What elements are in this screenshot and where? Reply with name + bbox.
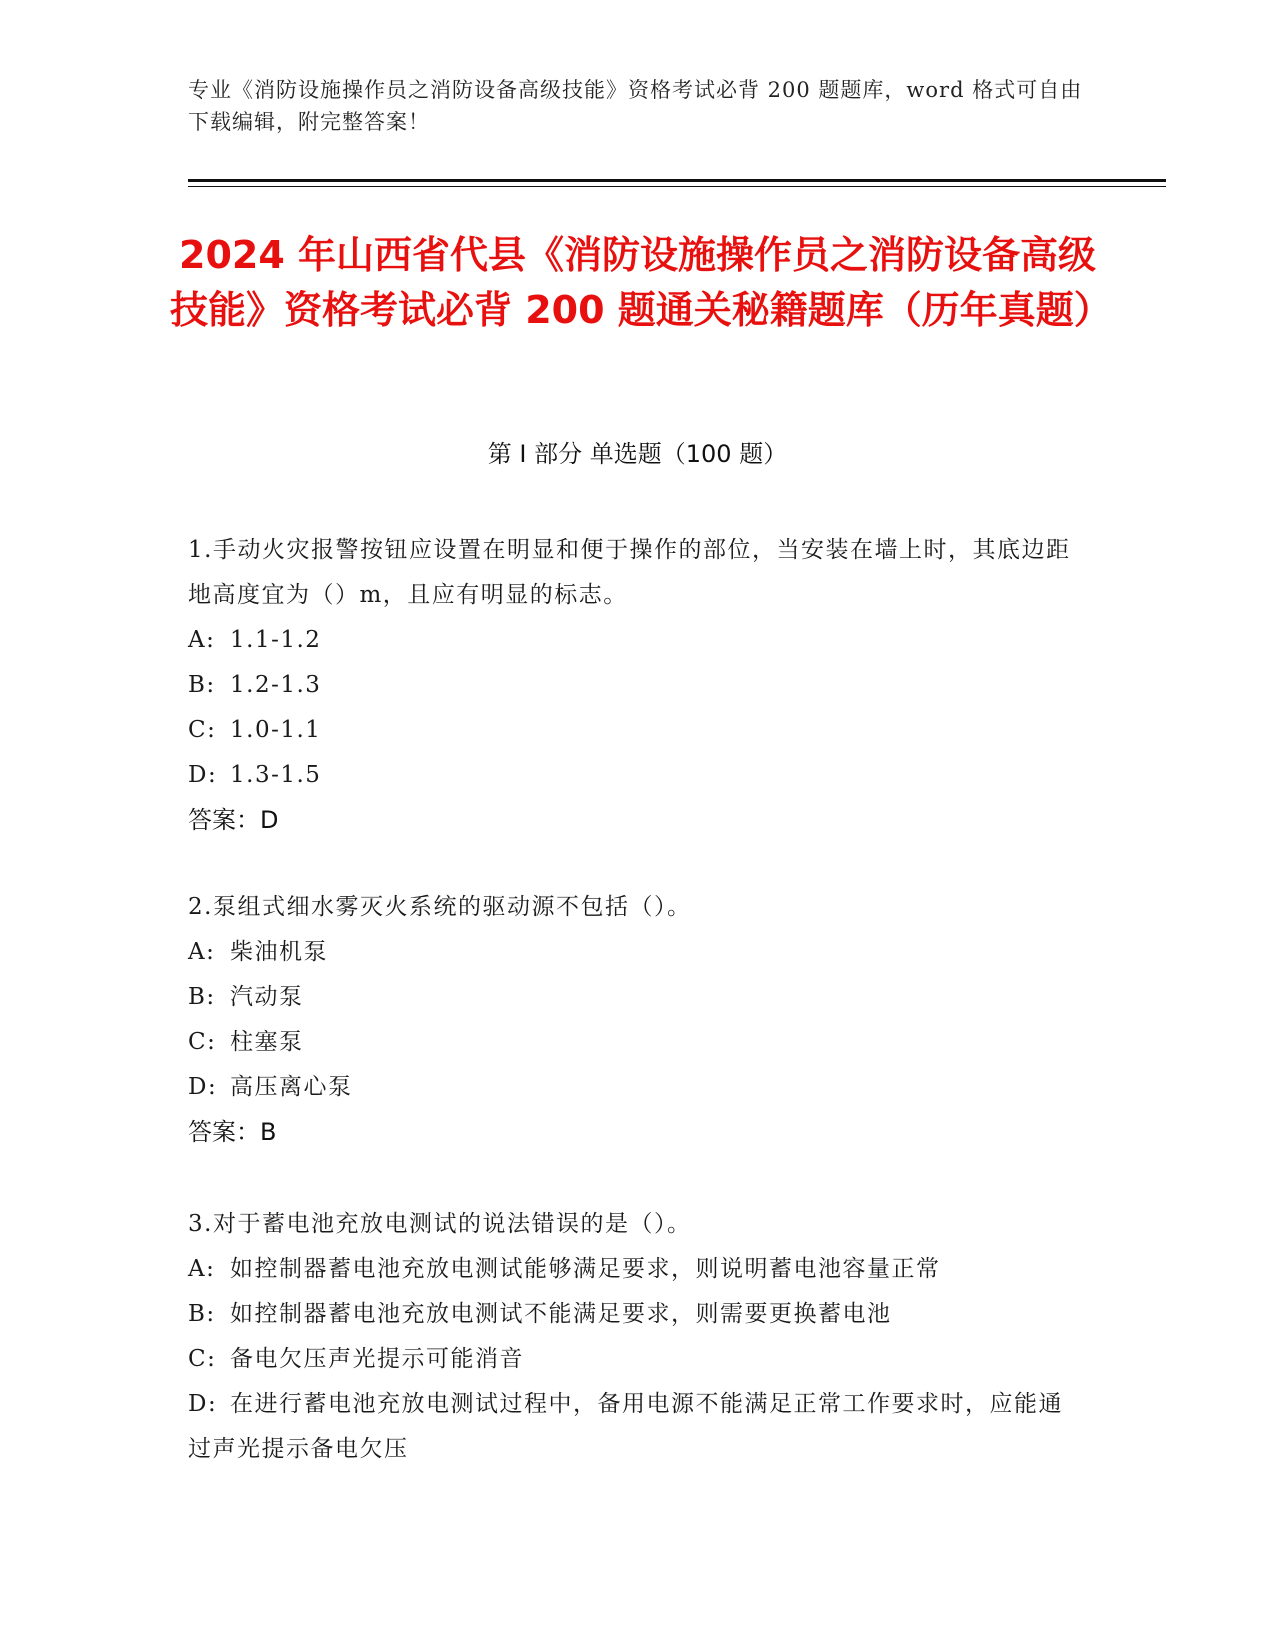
question-3: [188, 1202, 1078, 1472]
option-text: 如控制器蓄电池充放电测试不能满足要求，则需要更换蓄电池: [230, 1301, 892, 1327]
option-letter: B:: [188, 984, 216, 1010]
document-title: 2024 年山西省代县《消防设施操作员之消防设备高级技能》资格考试必背 200 题通关秘籍题库（历年真题）: [170, 233, 1112, 332]
option-text: 如控制器蓄电池充放电测试能够满足要求，则说明蓄电池容量正常: [230, 1256, 941, 1282]
option-text: 1.0-1.1: [230, 717, 322, 743]
header-divider-thin: [188, 186, 1166, 187]
option-letter: A:: [188, 1256, 216, 1282]
option-text: 柴油机泵: [230, 939, 328, 965]
option-c: [188, 1337, 1078, 1382]
option-a: [188, 930, 1078, 975]
option-text: 在进行蓄电池充放电测试过程中，备用电源不能满足正常工作要求时，应能通过声光提示备电欠压: [188, 1391, 1063, 1462]
question-stem: 3.对于蓄电池充放电测试的说法错误的是（）。: [188, 1211, 692, 1237]
option-b: [188, 1292, 1078, 1337]
header-note: 专业《消防设施操作员之消防设备高级技能》资格考试必背 200 题题库，word 格式可自由下载编辑，附完整答案！: [188, 78, 1083, 134]
option-letter: B:: [188, 672, 216, 698]
option-b: [188, 975, 1078, 1020]
question-1: [188, 528, 1078, 843]
option-text: 汽动泵: [230, 984, 304, 1010]
option-letter: C:: [188, 717, 217, 743]
option-c: [188, 708, 1078, 753]
option-text: 高压离心泵: [230, 1074, 353, 1100]
answer-line: 答案：B: [188, 1118, 277, 1146]
question-2: [188, 885, 1078, 1155]
option-c: [188, 1020, 1078, 1065]
option-text: 1.1-1.2: [230, 627, 322, 653]
option-text: 1.3-1.5: [230, 762, 322, 788]
option-letter: B:: [188, 1301, 216, 1327]
option-letter: D:: [188, 1391, 218, 1417]
option-letter: C:: [188, 1029, 217, 1055]
option-d: [188, 753, 1078, 798]
option-a: [188, 618, 1078, 663]
option-b: [188, 663, 1078, 708]
option-letter: A:: [188, 627, 216, 653]
option-letter: A:: [188, 939, 216, 965]
header-divider-thick: [188, 179, 1166, 182]
option-letter: D:: [188, 1074, 218, 1100]
option-d: [188, 1065, 1078, 1110]
option-text: 备电欠压声光提示可能消音: [230, 1346, 524, 1372]
option-letter: D:: [188, 762, 218, 788]
option-text: 柱塞泵: [230, 1029, 304, 1055]
question-stem: 1.手动火灾报警按钮应设置在明显和便于操作的部位，当安装在墙上时，其底边距地高度宜为（）m，且应有明显的标志。: [188, 537, 1071, 608]
option-text: 1.2-1.3: [230, 672, 322, 698]
section-heading: 第 I 部分 单选题（100 题）: [487, 440, 788, 468]
option-letter: C:: [188, 1346, 217, 1372]
option-d: [188, 1382, 1078, 1472]
answer-line: 答案：D: [188, 806, 279, 834]
option-a: [188, 1247, 1078, 1292]
question-stem: 2.泵组式细水雾灭火系统的驱动源不包括（）。: [188, 894, 692, 920]
